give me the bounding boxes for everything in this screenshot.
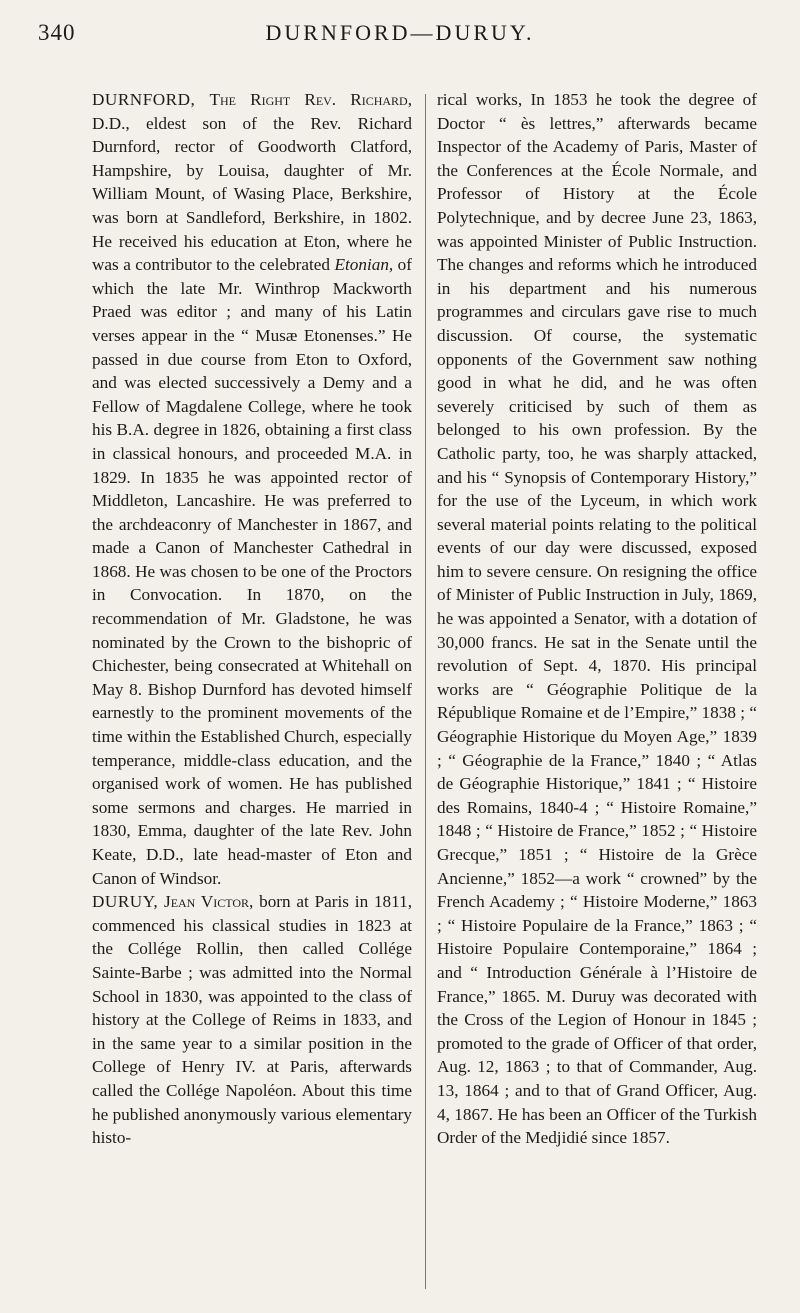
entry-italic-title: Etonian, — [334, 255, 394, 275]
entry-body: , D.D., eldest son of the Rev. Richard Durnford, rector of Goodworth Clatford, Hampshire, by Louisa, daughter of Mr. William Mount, of Wasing Place, Berkshire, was born at Sandleford, Berkshire, in 1802. He received his education at Eton, where he was a contributor to the celebrated — [92, 90, 412, 275]
entry-headword: DURNFORD, — [92, 90, 196, 109]
entry-durnford — [92, 88, 412, 890]
entry-title: Jean Victor, — [164, 892, 254, 912]
text-columns — [92, 88, 772, 1298]
entry-body: born at Paris in 1811, commenced his classical studies in 1823 at the Collége Rollin, then called Collége Sainte-Barbe ; was admitted into the Normal School in 1830, was appointed to the class of history at the College of Reims in 1833, and in the same year to a similar position in the College of Henry IV. at Paris, afterwards called the Collége Napoléon. About this time he published anonymously various elementary histo- — [92, 892, 412, 1148]
page-header — [28, 20, 772, 60]
page-number: 340 — [38, 20, 76, 45]
right-column — [437, 88, 757, 1150]
entry-headword: DURUY, — [92, 892, 159, 912]
entry-body-continued: of which the late Mr. Winthrop Mackworth Praed was editor ; and many of his Latin verses appear in the “ Musæ Etonenses.” He passed in due course from Eton to Oxford, and was elected successively a Demy and a Fellow of Magdalene College, where he took his B.A. degree in 1826, obtaining a first class in classical honours, and proceeded M.A. in 1829. In 1835 he was appointed rector of Middleton, Lancashire. He was preferred to the archdeaconry of Manchester in 1867, and made a Canon of Manchester Cathedral in 1868. He was chosen to be one of the Proctors in Convocation. In 1870, on the recommendation of Mr. Gladstone, he was nominated by the Crown to the bishopric of Chichester, being consecrated at Whitehall on May 8. Bishop Durnford has devoted himself earnestly to the prominent movements of the time within the Established Church, especially temperance, middle-class education, and the organised work of women. He has published some sermons and charges. He married in 1830, Emma, daughter of the late Rev. John Keate, D.D., late head-master of Eton and Canon of Windsor. — [92, 255, 412, 888]
running-title: DURNFORD—DURUY. — [265, 20, 535, 45]
column-divider — [425, 94, 426, 1289]
left-column — [92, 88, 412, 1150]
entry-duruy — [92, 890, 412, 1150]
entry-duruy-continued: rical works, In 1853 he took the degree of Doctor “ ès lettres,” afterwards became Inspector of the Academy of Paris, Master of the Conferences at the École Normale, and Professor of History at the École Polytechnique, and by decree June 23, 1863, was appointed Minister of Public Instruction. The changes and reforms which he introduced in his department and his numerous programmes and circulars gave rise to much discussion. Of course, the systematic opponents of the Government saw nothing good in what he did, and he was often severely criticised by such of them as belonged to his own profession. By the Catholic party, too, he was sharply attacked, and his “ Synopsis of Contemporary History,” for the use of the Lyceum, in which work several material points relating to the political events of our day were discussed, exposed him to severe censure. On resigning the office of Minister of Public Instruction in July, 1869, he was appointed a Senator, with a dotation of 30,000 francs. He sat in the Senate until the revolution of Sept. 4, 1870. His principal works are “ Géographie Politique de la République Romaine et de l’Empire,” 1838 ; “ Géographie Historique du Moyen Age,” 1839 ; “ Géographie de la France,” 1840 ; “ Atlas de Géographie Historique,” 1841 ; “ Histoire des Romains, 1840-4 ; “ Histoire Romaine,” 1848 ; “ Histoire de France,” 1852 ; “ Histoire Grecque,” 1851 ; “ Histoire de la Grèce Ancienne,” 1852—a work “ crowned” by the French Academy ; “ Histoire Moderne,” 1863 ; “ Histoire Populaire de la France,” 1863 ; “ Histoire Populaire Contemporaine,” 1864 ; and “ Introduction Générale à l’Histoire de France,” 1865. M. Duruy was decorated with the Cross of the Legion of Honour in 1845 ; promoted to the grade of Officer of that order, Aug. 12, 1863 ; to that of Commander, Aug. 13, 1864 ; and to that of Grand Officer, Aug. 4, 1867. He has been an Officer of the Turkish Order of the Medjidié since 1857. — [437, 90, 757, 1148]
entry-title: The Right Rev. Richard — [209, 90, 408, 109]
